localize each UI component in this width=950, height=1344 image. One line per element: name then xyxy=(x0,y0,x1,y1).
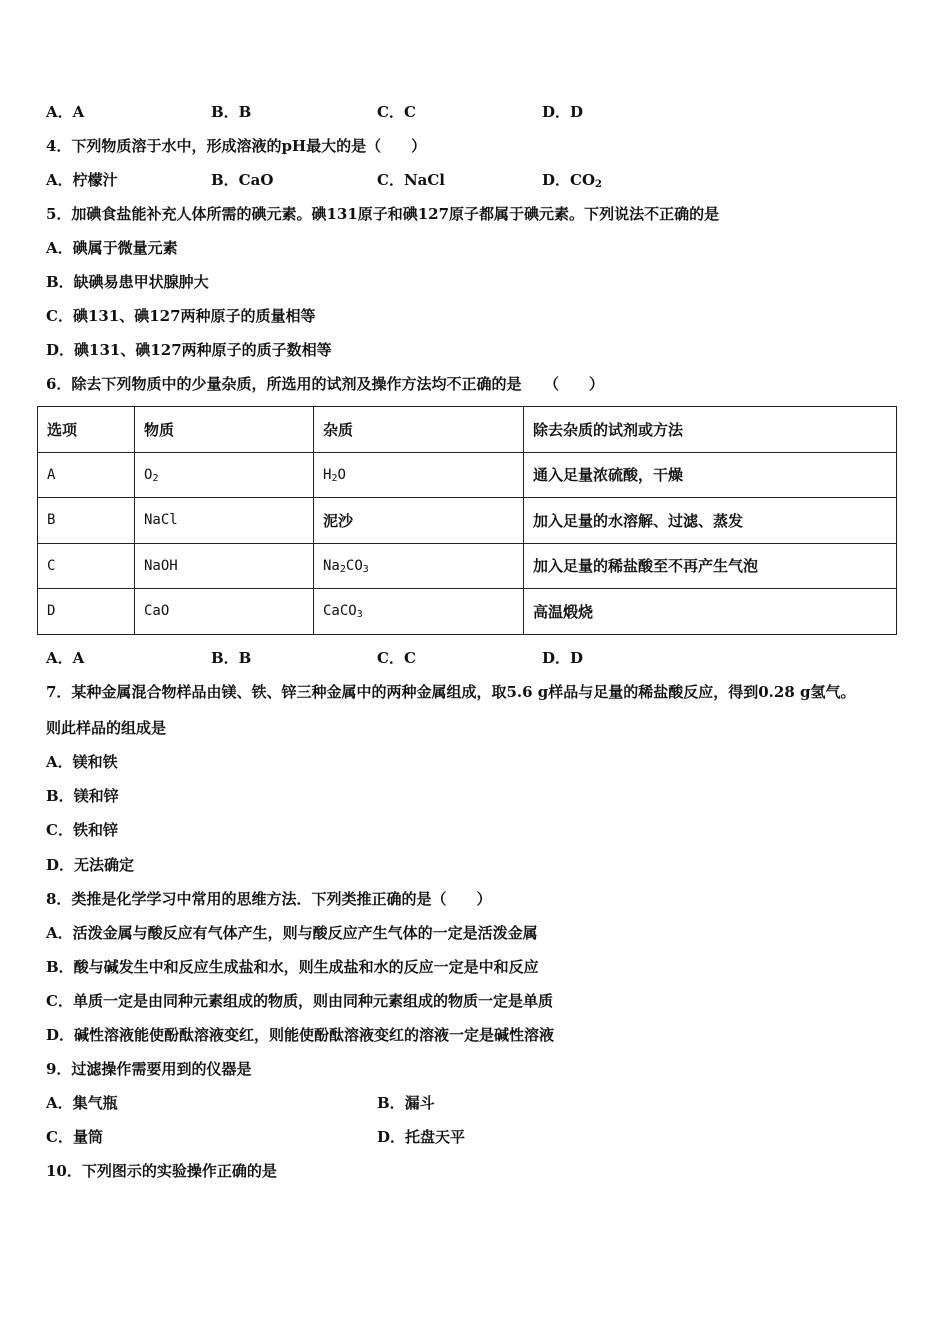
header-substance: 物质 xyxy=(135,407,314,453)
q3-option-b: B．B xyxy=(211,103,252,121)
q8-option-a: A．活泼金属与酸反应有气体产生，则与酸反应产生气体的一定是活泼金属 xyxy=(46,924,538,942)
row-impurity-text: Na xyxy=(323,557,340,574)
q6-options xyxy=(46,648,746,668)
row-option: C xyxy=(38,543,135,589)
row-option: D xyxy=(38,589,135,635)
header-method: 除去杂质的试剂或方法 xyxy=(524,407,897,453)
row-substance-subscript: 2 xyxy=(152,472,159,484)
q9-option-d: D．托盘天平 xyxy=(377,1128,466,1146)
q4-option-c: C．NaCl xyxy=(377,171,446,189)
q3-option-d: D．D xyxy=(542,103,584,121)
row-substance xyxy=(135,452,314,498)
q6-option-c: C．C xyxy=(377,649,416,667)
q3-option-c: C．C xyxy=(377,103,416,121)
table-row xyxy=(38,543,897,589)
q10-stem: 10．下列图示的实验操作正确的是 xyxy=(46,1162,277,1180)
q9-stem: 9．过滤操作需要用到的仪器是 xyxy=(46,1060,252,1078)
q4-option-d-subscript: 2 xyxy=(595,179,602,190)
q9-option-c: C．量筒 xyxy=(46,1128,103,1146)
header-option: 选项 xyxy=(38,407,135,453)
q5-stem: 5．加碘食盐能补充人体所需的碘元素。碘131原子和碘127原子都属于碘元素。下列说法不正确的是 xyxy=(46,205,720,223)
row-impurity xyxy=(314,452,524,498)
row-method: 高温煅烧 xyxy=(524,589,897,635)
row-impurity-text: H xyxy=(323,466,332,483)
row-substance: NaOH xyxy=(135,543,314,589)
row-substance-text: O xyxy=(144,466,153,483)
row-impurity xyxy=(314,543,524,589)
row-method: 加入足量的稀盐酸至不再产生气泡 xyxy=(524,543,897,589)
row-option: B xyxy=(38,498,135,544)
q4-option-a: A．柠檬汁 xyxy=(46,171,118,189)
q6-option-a: A．A xyxy=(46,649,85,667)
row-impurity xyxy=(314,589,524,635)
q3-options xyxy=(46,102,746,122)
q7-option-a: A．镁和铁 xyxy=(46,753,118,771)
row-impurity-subscript: 3 xyxy=(356,609,363,621)
q5-option-c: C．碘131、碘127两种原子的质量相等 xyxy=(46,307,316,325)
q9-options-row-1 xyxy=(46,1093,746,1113)
q5-option-a: A．碘属于微量元素 xyxy=(46,239,178,257)
q4-option-d-text: D．CO xyxy=(542,171,596,189)
q6-option-b: B．B xyxy=(211,649,252,667)
q5-option-b: B．缺碘易患甲状腺肿大 xyxy=(46,273,209,291)
q8-option-d: D．碱性溶液能使酚酞溶液变红，则能使酚酞溶液变红的溶液一定是碱性溶液 xyxy=(46,1026,555,1044)
table-header-row xyxy=(38,407,897,453)
q7-option-b: B．镁和锌 xyxy=(46,787,119,805)
q9-option-a: A．集气瓶 xyxy=(46,1094,118,1112)
q7-stem-continued: 则此样品的组成是 xyxy=(46,719,167,737)
q4-stem: 4．下列物质溶于水中，形成溶液的pH最大的是（ ） xyxy=(46,137,427,155)
row-impurity-subscript: 2 xyxy=(339,563,346,575)
q8-option-b: B．酸与碱发生中和反应生成盐和水，则生成盐和水的反应一定是中和反应 xyxy=(46,958,539,976)
header-impurity: 杂质 xyxy=(314,407,524,453)
q4-option-b: B．CaO xyxy=(211,171,274,189)
q3-option-a: A．A xyxy=(46,103,85,121)
q8-option-c: C．单质一定是由同种元素组成的物质，则由同种元素组成的物质一定是单质 xyxy=(46,992,553,1010)
q6-stem: 6．除去下列物质中的少量杂质，所选用的试剂及操作方法均不正确的是 （ ） xyxy=(46,375,604,393)
row-impurity-subscript-2: 3 xyxy=(362,563,369,575)
row-method: 加入足量的水溶解、过滤、蒸发 xyxy=(524,498,897,544)
q6-option-d: D．D xyxy=(542,649,584,667)
row-method: 通入足量浓硫酸，干燥 xyxy=(524,452,897,498)
q4-options xyxy=(46,170,746,190)
q7-stem: 7．某种金属混合物样品由镁、铁、锌三种金属中的两种金属组成，取5.6 g样品与足量的稀盐酸反应，得到0.28 g氢气。 xyxy=(46,683,856,701)
q7-option-c: C．铁和锌 xyxy=(46,821,118,839)
q6-table xyxy=(37,406,897,635)
q7-option-d: D．无法确定 xyxy=(46,856,135,874)
table-row xyxy=(38,452,897,498)
q4-option-d xyxy=(542,170,602,190)
row-impurity: 泥沙 xyxy=(314,498,524,544)
row-substance: CaO xyxy=(135,589,314,635)
row-impurity-subscript: 2 xyxy=(331,472,338,484)
row-option: A xyxy=(38,452,135,498)
q9-options-row-2 xyxy=(46,1127,746,1147)
row-impurity-tail: O xyxy=(337,466,346,483)
table-row xyxy=(38,589,897,635)
row-substance: NaCl xyxy=(135,498,314,544)
q5-option-d: D．碘131、碘127两种原子的质子数相等 xyxy=(46,341,332,359)
row-impurity-tail: CO xyxy=(345,557,363,574)
table-row xyxy=(38,498,897,544)
q9-option-b: B．漏斗 xyxy=(377,1094,435,1112)
row-impurity-text: CaCO xyxy=(323,603,357,620)
q8-stem: 8．类推是化学学习中常用的思维方法．下列类推正确的是（ ） xyxy=(46,890,492,908)
